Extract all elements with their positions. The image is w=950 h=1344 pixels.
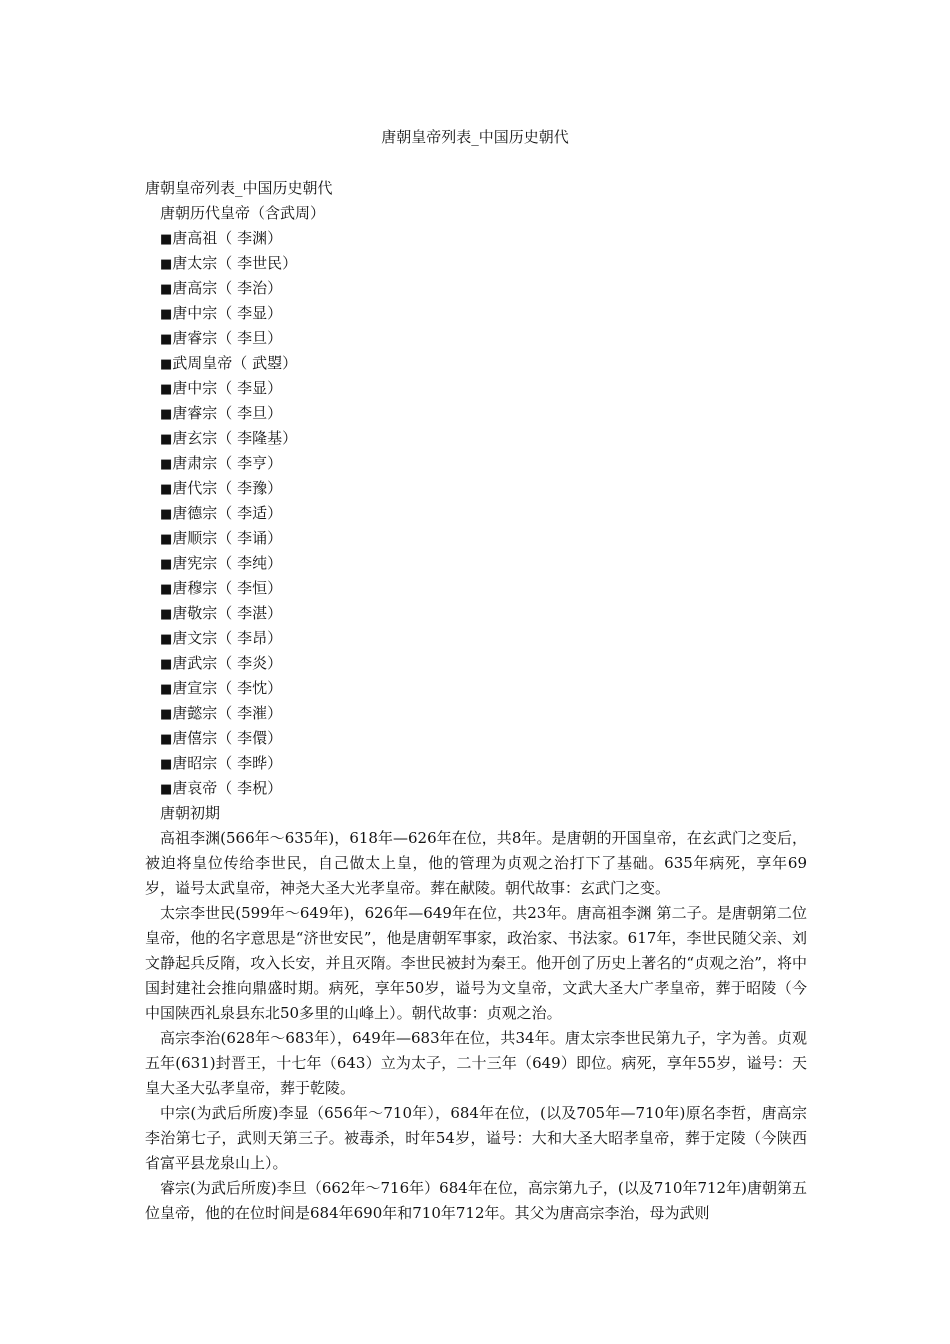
list-item: ■ 唐文宗（ 李昂） xyxy=(145,626,807,651)
emperor-list xyxy=(145,226,807,801)
list-item: ■ 唐高祖（ 李渊） xyxy=(145,226,807,251)
list-item: ■ 唐僖宗（ 李儇） xyxy=(145,726,807,751)
list-item: ■ 唐中宗（ 李显） xyxy=(145,376,807,401)
list-item: ■ 唐代宗（ 李豫） xyxy=(145,476,807,501)
list-item: ■ 唐中宗（ 李显） xyxy=(145,301,807,326)
document-heading: 唐朝皇帝列表_中国历史朝代 xyxy=(145,179,333,197)
list-item: ■ 唐武宗（ 李炎） xyxy=(145,651,807,676)
list-item: ■ 唐玄宗（ 李隆基） xyxy=(145,426,807,451)
list-item: ■ 唐敬宗（ 李湛） xyxy=(145,601,807,626)
list-item: ■ 唐昭宗（ 李晔） xyxy=(145,751,807,776)
list-item: ■ 唐太宗（ 李世民） xyxy=(145,251,807,276)
paragraph: 高祖李渊(566年～635年)，618年—626年在位，共8年。是唐朝的开国皇帝，在玄武门之变后，被迫将皇位传给李世民，自己做太上皇，他的管理为贞观之治打下了基础。635年病死，享年69岁，谥号太武皇帝，神尧大圣大光孝皇帝。葬在献陵。朝代故事：玄武门之变。 xyxy=(145,829,807,897)
list-item: ■ 唐肃宗（ 李亨） xyxy=(145,451,807,476)
list-item: ■ 唐德宗（ 李适） xyxy=(145,501,807,526)
document-title: 唐朝皇帝列表_中国历史朝代 xyxy=(381,128,569,146)
paragraph: 高宗李治(628年～683年），649年—683年在位，共34年。唐太宗李世民第九子，字为善。贞观五年(631)封晋王，十七年（643）立为太子，二十三年（649）即位。病死，享年55岁，谥号：天皇大圣大弘孝皇帝，葬于乾陵。 xyxy=(145,1029,807,1097)
list-item: ■ 唐睿宗（ 李旦） xyxy=(145,401,807,426)
list-item: ■ 唐宣宗（ 李忱） xyxy=(145,676,807,701)
list-item: ■ 唐顺宗（ 李诵） xyxy=(145,526,807,551)
list-item: ■ 唐穆宗（ 李恒） xyxy=(145,576,807,601)
list-item: ■ 唐懿宗（ 李漼） xyxy=(145,701,807,726)
paragraph: 中宗(为武后所废)李显（656年～710年），684年在位，(以及705年—710年)原名李哲，唐高宗李治第七子，武则天第三子。被毒杀，时年54岁，谥号：大和大圣大昭孝皇帝，葬于定陵（今陕西省富平县龙泉山上）。 xyxy=(145,1104,807,1172)
list-item: ■ 唐高宗（ 李治） xyxy=(145,276,807,301)
document-body xyxy=(145,176,807,1226)
list-item: ■ 唐睿宗（ 李旦） xyxy=(145,326,807,351)
paragraph: 睿宗(为武后所废)李旦（662年～716年）684年在位，高宗第九子，(以及710年712年)唐朝第五位皇帝，他的在位时间是684年690年和710年712年。其父为唐高宗李治，母为武则 xyxy=(145,1179,807,1222)
paragraph: 太宗李世民(599年～649年)，626年—649年在位，共23年。唐高祖李渊 第二子。是唐朝第二位皇帝，他的名字意思是“济世安民”，他是唐朝军事家，政治家、书法家。617年，李世民随父亲、刘文静起兵反隋，攻入长安，并且灭隋。李世民被封为秦王。他开创了历史上著名的“贞观之治”，将中国封建社会推向鼎盛时期。病死，享年50岁，谥号为文皇帝，文武大圣大广孝皇帝，葬于昭陵（今中国陕西礼泉县东北50多里的山峰上）。朝代故事：贞观之治。 xyxy=(145,904,807,1022)
list-item: ■ 武周皇帝（ 武曌） xyxy=(145,351,807,376)
list-item: ■ 唐宪宗（ 李纯） xyxy=(145,551,807,576)
section-heading: 唐朝初期 xyxy=(160,804,221,822)
list-item: ■ 唐哀帝（ 李柷） xyxy=(145,776,807,801)
emperor-list-heading: 唐朝历代皇帝（含武周） xyxy=(160,204,326,222)
